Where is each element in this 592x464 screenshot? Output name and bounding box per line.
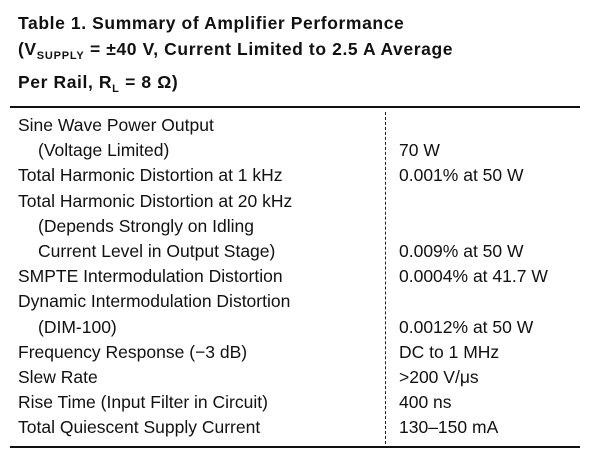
caption-text: (V [18,39,37,59]
table-bottom-rule [10,446,580,448]
parameter-cell: Sine Wave Power Output [18,115,214,135]
parameter-cell: Current Level in Output Stage) [38,240,276,261]
value-cell: >200 V/μs [399,366,479,387]
caption-conditions-line [18,36,578,69]
table-row [0,315,592,340]
table-row [0,189,592,214]
caption-text: Per Rail, R [18,72,113,92]
table-row [0,264,592,289]
parameter-cell: (DIM-100) [38,316,117,337]
value-cell: 0.001% at 50 W [399,165,524,186]
parameter-cell: Dynamic Intermodulation Distortion [18,291,291,312]
table-row [0,390,592,415]
parameter-cell: Frequency Response (−3 dB) [18,341,248,362]
table-row [0,138,592,163]
table-row [0,365,592,390]
parameter-cell: Total Quiescent Supply Current [18,417,261,438]
parameter-cell: Slew Rate [18,366,98,387]
value-cell: 130–150 mA [399,417,499,438]
caption-subscript: L [112,83,120,95]
table-caption [18,10,578,102]
value-cell: 0.0004% at 41.7 W [399,266,548,287]
table-row [0,113,592,138]
table-row [0,163,592,188]
value-cell: DC to 1 MHz [399,341,500,362]
caption-text: = ±40 V, Current Limited to 2.5 A Average [84,39,454,59]
parameter-cell: SMPTE Intermodulation Distortion [18,266,283,287]
value-cell: 400 ns [399,392,452,413]
caption-title: Table 1. Summary of Amplifier Performance [18,13,405,33]
parameter-cell: Total Harmonic Distortion at 1 kHz [18,165,283,186]
parameter-cell: Rise Time (Input Filter in Circuit) [18,392,268,413]
value-cell: 0.009% at 50 W [399,240,524,261]
value-cell: 70 W [399,140,440,161]
table-row [0,415,592,440]
caption-subscript: SUPPLY [36,50,85,62]
parameter-cell: Total Harmonic Distortion at 20 kHz [18,190,293,211]
table-row [0,214,592,239]
value-cell: 0.0012% at 50 W [399,316,534,337]
performance-table [0,113,592,440]
caption-load-line [18,69,578,102]
parameter-cell: (Depends Strongly on Idling [38,215,254,236]
caption-text: = 8 Ω) [119,72,179,92]
table-row [0,340,592,365]
table-top-rule [10,106,580,108]
parameter-cell: (Voltage Limited) [38,140,170,161]
table-row [0,239,592,264]
table-row [0,289,592,314]
